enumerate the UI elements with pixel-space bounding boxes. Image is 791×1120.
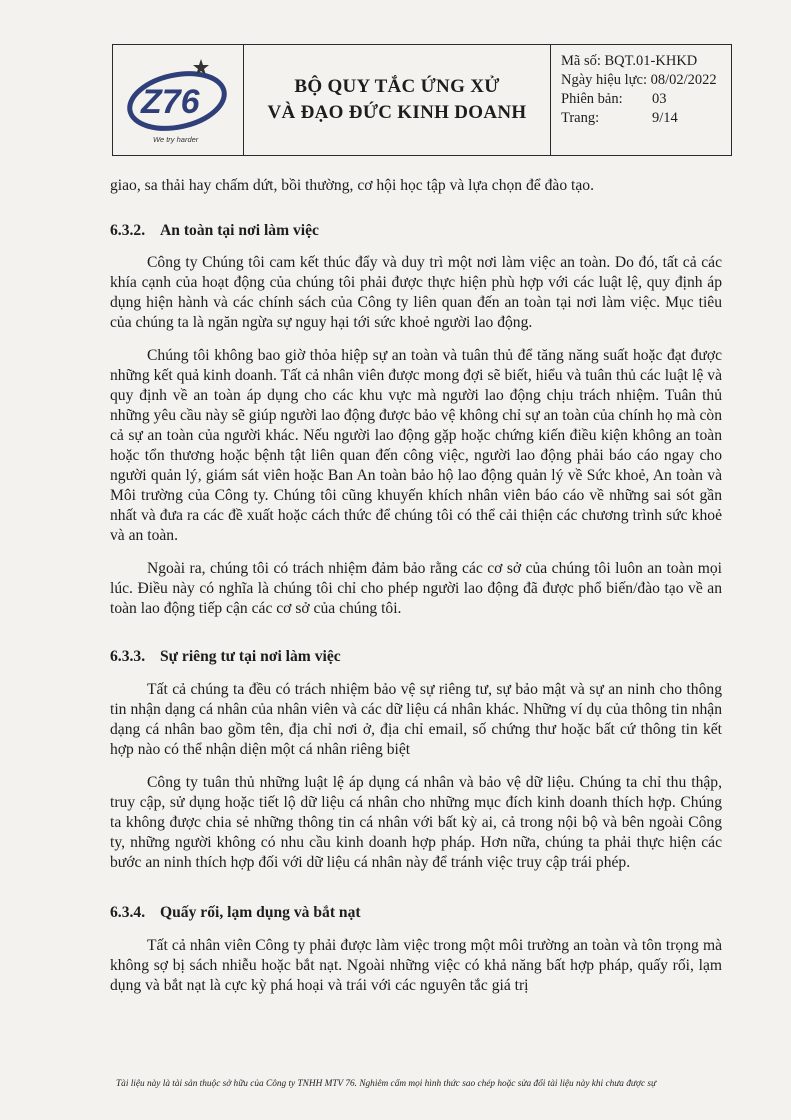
intro-line: giao, sa thải hay chấm dứt, bồi thường, cơ hội học tập và lựa chọn để đào tạo. (110, 177, 594, 194)
logo-slogan: We try harder (153, 135, 199, 144)
company-logo (113, 45, 244, 155)
meta-code: Mã số: BQT.01-KHKD (561, 53, 698, 69)
title-line-1: BỘ QUY TẮC ỨNG XỬ (294, 76, 500, 97)
document-body (110, 170, 722, 996)
document-meta (551, 45, 731, 155)
meta-version: Phiên bản: 03 (561, 91, 667, 107)
paragraph: Công ty Chúng tôi cam kết thúc đẩy và duy trì một nơi làm việc an toàn. Do đó, tất cả các khía cạnh của hoạt động của chúng tôi phải được thực hiện phù hợp với các luật lệ, quy định áp dụng hiện hành và các chính sách của Công ty liên quan đến an toàn tại nơi làm việc. Mục tiêu của chúng ta là ngăn ngừa sự nguy hại tới sức khoẻ người lao động. (110, 254, 722, 331)
paragraph: Chúng tôi không bao giờ thỏa hiệp sự an toàn và tuân thủ để tăng năng suất hoặc đạt được những kết quả kinh doanh. Tất cả nhân viên được mong đợi sẽ biết, hiểu và tuân thủ các luật lệ và quy định về an toàn áp dụng cho các khu vực mà người lao động chịu trách nhiệm. Tuân thủ những yêu cầu này sẽ giúp người lao động được bảo vệ không chỉ sự an toàn của chính họ mà còn cả sự an toàn của người khác. Nếu người lao động gặp hoặc chứng kiến điều kiện không an toàn hoặc tổn thương hoặc bệnh tật liên quan đến công việc, người lao động phải báo cáo ngay cho người quản lý, giám sát viên hoặc Ban An toàn bảo hộ lao động quản lý về Sức khoẻ, An toàn và Môi trường của Công ty. Chúng tôi cũng khuyến khích nhân viên báo cáo về những sai sót gần nhất và đưa ra các đề xuất hoặc cách thức để chúng tôi có thể cải thiện các chương trình sức khoẻ và an toàn. (110, 347, 722, 544)
section-heading-6-3-2: 6.3.2. An toàn tại nơi làm việc (110, 222, 319, 239)
document-footer: Tài liệu này là tài sản thuộc sở hữu của Công ty TNHH MTV 76. Nghiêm cấm mọi hình thức sao chép hoặc sửa đổi tài liệu này khi chưa được sự (116, 1079, 657, 1089)
meta-effective-date: Ngày hiệu lực: 08/02/2022 (561, 72, 717, 88)
meta-page: Trang: 9/14 (561, 110, 678, 126)
title-line-2: VÀ ĐẠO ĐỨC KINH DOANH (267, 102, 527, 123)
section-heading-6-3-3: 6.3.3. Sự riêng tư tại nơi làm việc (110, 648, 341, 665)
paragraph: Công ty tuân thủ những luật lệ áp dụng cá nhân và bảo vệ dữ liệu. Chúng ta chỉ thu thập, truy cập, sử dụng hoặc tiết lộ dữ liệu cá nhân cho những mục đích kinh doanh thích hợp. Chúng ta không được chia sẻ những thông tin cá nhân với bất kỳ ai, cả trong nội bộ và bên ngoài Công ty, những người không có nhu cầu kinh doanh hợp pháp. Hơn nữa, chúng ta phải thực hiện các bước an ninh thích hợp đối với dữ liệu cá nhân này để tránh việc truy cập trái phép. (110, 774, 722, 871)
paragraph: Tất cả nhân viên Công ty phải được làm việc trong một môi trường an toàn và tôn trọng mà không sợ bị sách nhiễu hoặc bắt nạt. Ngoài những việc có khả năng bất hợp pháp, quấy rối, lạm dụng và bắt nạt là cực kỳ phá hoại và trái với các nguyên tắc giá trị (110, 937, 722, 994)
paragraph: Tất cả chúng ta đều có trách nhiệm bảo vệ sự riêng tư, sự bảo mật và sự an ninh cho thông tin nhận dạng cá nhân của nhân viên và các dữ liệu cá nhân khác. Những ví dụ của thông tin nhận dạng cá nhân bao gồm tên, địa chỉ nơi ở, địa chỉ email, số chứng thư hoặc bất cứ thông tin kết hợp nào có thể nhận diện một cá nhân riêng biệt (110, 681, 722, 758)
section-heading-6-3-4: 6.3.4. Quấy rối, lạm dụng và bắt nạt (110, 904, 361, 921)
document-header (112, 44, 732, 156)
logo-text: Z76 (141, 83, 200, 121)
paragraph: Ngoài ra, chúng tôi có trách nhiệm đảm bảo rằng các cơ sở của chúng tôi luôn an toàn mọi lúc. Điều này có nghĩa là chúng tôi chỉ cho phép người lao động đã được phổ biến/đào tạo về an toàn lao động tiếp cận các cơ sở của chúng tôi. (110, 560, 722, 617)
document-title (244, 45, 551, 155)
z76-logo-icon (119, 51, 237, 141)
